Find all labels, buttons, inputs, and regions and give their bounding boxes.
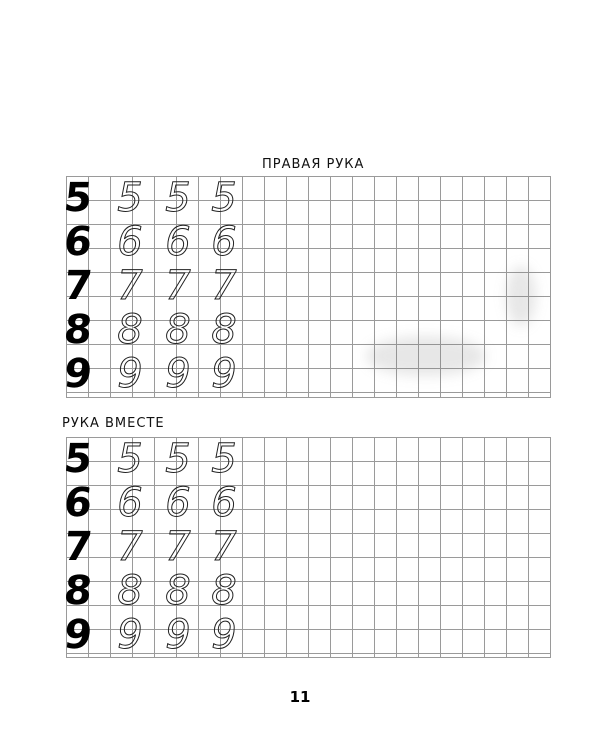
trace-digit: 5: [165, 436, 191, 482]
digit-row: [61, 307, 266, 353]
trace-digit: 5: [211, 436, 237, 482]
trace-digit: 8: [211, 568, 237, 614]
trace-digit: 8: [165, 568, 191, 614]
model-digit: 7: [61, 263, 95, 309]
digit-row: [61, 480, 266, 526]
trace-digit: 9: [211, 612, 237, 658]
model-digit: 6: [61, 219, 95, 265]
digit-row: [61, 436, 266, 482]
trace-digit: 7: [211, 524, 237, 570]
trace-digit: 8: [165, 307, 191, 353]
model-digit: 5: [61, 175, 95, 221]
model-digit: 7: [61, 524, 95, 570]
digit-row: [61, 175, 266, 221]
trace-digit: 8: [211, 307, 237, 353]
digit-row: [61, 612, 266, 658]
trace-digit: 9: [117, 351, 143, 397]
trace-digit: 6: [211, 219, 237, 265]
section-title-right-hand: ПРАВАЯ РУКА: [262, 157, 365, 172]
trace-digit: 6: [211, 480, 237, 526]
trace-digit: 5: [211, 175, 237, 221]
practice-grid-right-hand: [61, 175, 551, 398]
digit-row: [61, 351, 266, 397]
trace-digit: 9: [165, 351, 191, 397]
trace-digit: 6: [117, 480, 143, 526]
model-digit: 8: [61, 307, 95, 353]
trace-digit: 5: [165, 175, 191, 221]
model-digit: 5: [61, 436, 95, 482]
trace-digit: 9: [211, 351, 237, 397]
trace-digit: 8: [117, 307, 143, 353]
digit-row: [61, 524, 266, 570]
digit-row: [61, 219, 266, 265]
trace-digit: 7: [117, 524, 143, 570]
trace-digit: 6: [117, 219, 143, 265]
trace-digit: 5: [117, 175, 143, 221]
section-title-both-hands: РУКА ВМЕСТЕ: [62, 416, 165, 431]
trace-digit: 8: [117, 568, 143, 614]
paper-smudge: [366, 336, 486, 376]
trace-digit: 6: [165, 480, 191, 526]
practice-grid-both-hands: [61, 436, 551, 658]
trace-digit: 9: [165, 612, 191, 658]
trace-digit: 7: [165, 524, 191, 570]
trace-digit: 6: [165, 219, 191, 265]
page-number: 11: [289, 688, 311, 706]
trace-digit: 7: [117, 263, 143, 309]
trace-digit: 7: [211, 263, 237, 309]
digit-row: [61, 263, 266, 309]
model-digit: 6: [61, 480, 95, 526]
trace-digit: 7: [165, 263, 191, 309]
model-digit: 8: [61, 568, 95, 614]
digit-row: [61, 568, 266, 614]
trace-digit: 9: [117, 612, 143, 658]
model-digit: 9: [61, 351, 95, 397]
paper-smudge: [506, 266, 536, 326]
model-digit: 9: [61, 612, 95, 658]
trace-digit: 5: [117, 436, 143, 482]
